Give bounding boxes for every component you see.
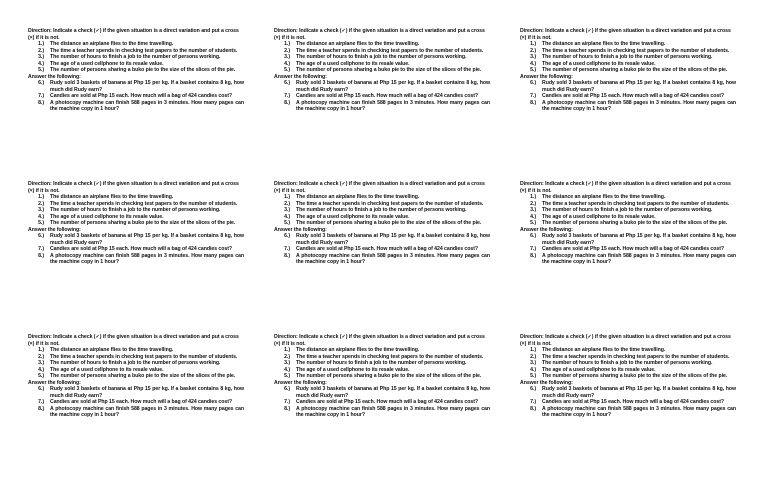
item-text: The distance an airplane flies to the time travelling. [296, 194, 420, 200]
item-number: 6.) [284, 80, 290, 86]
item-number: 4.) [530, 60, 536, 67]
item-text: The age of a used cellphone to its resale value. [50, 366, 164, 373]
item-number: 3.) [38, 360, 44, 366]
item-number: 1.) [284, 41, 290, 47]
direction-text: Indicate a check (✓) if the given situation is a direct variation and put a cross (×) if it is not. [520, 334, 731, 347]
item-text: The distance an airplane flies to the time travelling. [542, 194, 666, 200]
item-number: 4.) [284, 60, 290, 67]
part1-list [28, 347, 244, 380]
item-text: The time a teacher spends in checking test papers to the number of students. [50, 200, 238, 207]
item-text: The number of hours to finish a job to the number of persons working. [50, 360, 221, 366]
part1-list [28, 194, 244, 227]
item-number: 2.) [530, 200, 536, 207]
item-text: The number of persons sharing a buko pie to the size of the slices of the pie. [50, 67, 236, 73]
item-number: 5.) [284, 220, 290, 226]
list-item [28, 253, 244, 266]
item-number: 7.) [530, 93, 536, 99]
part1-list [520, 347, 736, 380]
part2-list [274, 386, 490, 419]
part2-list [520, 80, 736, 113]
item-number: 8.) [38, 252, 44, 259]
item-text: Rudy sold 3 baskets of banana at Php 15 per kg. If a basket contains 8 kg, how much did Rudy earn? [542, 233, 736, 246]
item-number: 6.) [38, 80, 44, 86]
list-item [274, 386, 490, 399]
item-text: The number of persons sharing a buko pie to the size of the slices of the pie. [296, 373, 482, 379]
item-text: Candies are sold at Php 15 each. How much will a bag of 424 candies cost? [542, 93, 725, 99]
item-text: The time a teacher spends in checking test papers to the number of students. [296, 200, 484, 207]
item-text: A photocopy machine can finish 588 pages in 3 minutes. How many pages can the machine copy in 1 hour? [50, 99, 244, 112]
item-number: 4.) [284, 213, 290, 220]
item-number: 2.) [530, 47, 536, 54]
item-text: Candies are sold at Php 15 each. How much will a bag of 424 candies cost? [296, 246, 479, 252]
item-number: 7.) [284, 246, 290, 252]
item-text: The time a teacher spends in checking test papers to the number of students. [542, 200, 730, 207]
item-number: 4.) [38, 60, 44, 67]
item-number: 4.) [38, 366, 44, 373]
item-text: The time a teacher spends in checking test papers to the number of students. [296, 353, 484, 360]
worksheet-block [28, 181, 244, 334]
item-number: 8.) [530, 99, 536, 106]
item-text: Candies are sold at Php 15 each. How much will a bag of 424 candies cost? [50, 93, 233, 99]
list-item [28, 220, 244, 227]
item-number: 6.) [530, 386, 536, 392]
part2-list [28, 233, 244, 266]
item-text: A photocopy machine can finish 588 pages in 3 minutes. How many pages can the machine copy in 1 hour? [296, 405, 490, 418]
list-item [274, 253, 490, 266]
item-text: The number of persons sharing a buko pie to the size of the slices of the pie. [296, 220, 482, 226]
item-number: 1.) [38, 347, 44, 353]
item-number: 5.) [284, 67, 290, 73]
answer-heading: Answer the following: [274, 226, 327, 233]
item-text: A photocopy machine can finish 588 pages in 3 minutes. How many pages can the machine copy in 1 hour? [542, 99, 736, 112]
item-number: 3.) [530, 54, 536, 60]
item-number: 7.) [38, 246, 44, 252]
direction-text: Indicate a check (✓) if the given situation is a direct variation and put a cross (×) if it is not. [274, 181, 485, 194]
item-text: Rudy sold 3 baskets of banana at Php 15 per kg. If a basket contains 8 kg, how much did Rudy earn? [296, 386, 490, 399]
item-text: The age of a used cellphone to its resale value. [296, 213, 410, 220]
worksheet-block [274, 334, 490, 487]
item-text: Rudy sold 3 baskets of banana at Php 15 per kg. If a basket contains 8 kg, how much did Rudy earn? [296, 233, 490, 246]
direction-paragraph [28, 28, 244, 41]
item-number: 3.) [284, 54, 290, 60]
direction-label: Direction: [520, 334, 544, 340]
part1-list [520, 194, 736, 227]
part1-list [28, 41, 244, 74]
direction-paragraph [520, 181, 736, 194]
answer-heading: Answer the following: [274, 379, 327, 386]
list-item [520, 80, 736, 93]
item-number: 1.) [530, 194, 536, 200]
item-text: The distance an airplane flies to the time travelling. [50, 347, 174, 353]
item-text: The time a teacher spends in checking test papers to the number of students. [296, 47, 484, 54]
item-number: 4.) [38, 213, 44, 220]
item-number: 7.) [530, 399, 536, 405]
item-text: Rudy sold 3 baskets of banana at Php 15 per kg. If a basket contains 8 kg, how much did Rudy earn? [50, 386, 244, 399]
worksheet-block [28, 28, 244, 181]
item-number: 6.) [38, 233, 44, 239]
item-number: 5.) [284, 373, 290, 379]
part1-list [274, 41, 490, 74]
item-number: 1.) [38, 41, 44, 47]
direction-paragraph [520, 334, 736, 347]
item-text: The number of persons sharing a buko pie to the size of the slices of the pie. [50, 220, 236, 226]
list-item [274, 406, 490, 419]
item-number: 8.) [284, 252, 290, 259]
item-number: 5.) [530, 220, 536, 226]
item-text: Candies are sold at Php 15 each. How much will a bag of 424 candies cost? [542, 399, 725, 405]
item-text: The number of hours to finish a job to the number of persons working. [542, 360, 713, 366]
answer-heading: Answer the following: [520, 226, 573, 233]
item-number: 2.) [530, 353, 536, 360]
list-item [274, 220, 490, 227]
item-text: Candies are sold at Php 15 each. How much will a bag of 424 candies cost? [50, 399, 233, 405]
item-number: 5.) [530, 67, 536, 73]
direction-text: Indicate a check (✓) if the given situation is a direct variation and put a cross (×) if it is not. [520, 28, 731, 41]
item-text: The number of hours to finish a job to the number of persons working. [542, 207, 713, 213]
item-number: 2.) [284, 353, 290, 360]
item-number: 6.) [284, 386, 290, 392]
item-text: The distance an airplane flies to the time travelling. [50, 194, 174, 200]
list-item [28, 373, 244, 380]
list-item [28, 100, 244, 113]
item-text: The age of a used cellphone to its resale value. [542, 60, 656, 67]
list-item [520, 406, 736, 419]
item-text: The number of hours to finish a job to the number of persons working. [50, 54, 221, 60]
direction-paragraph [28, 181, 244, 194]
direction-paragraph [274, 334, 490, 347]
direction-text: Indicate a check (✓) if the given situation is a direct variation and put a cross (×) if it is not. [274, 334, 485, 347]
answer-heading: Answer the following: [520, 379, 573, 386]
item-number: 8.) [530, 252, 536, 259]
list-item [520, 253, 736, 266]
item-number: 5.) [38, 373, 44, 379]
part2-list [274, 233, 490, 266]
item-number: 2.) [38, 47, 44, 54]
item-text: The age of a used cellphone to its resale value. [296, 366, 410, 373]
item-number: 8.) [284, 99, 290, 106]
direction-text: Indicate a check (✓) if the given situation is a direct variation and put a cross (×) if it is not. [28, 181, 239, 194]
item-text: Rudy sold 3 baskets of banana at Php 15 per kg. If a basket contains 8 kg, how much did Rudy earn? [50, 80, 244, 93]
item-number: 5.) [38, 220, 44, 226]
item-text: Candies are sold at Php 15 each. How much will a bag of 424 candies cost? [50, 246, 233, 252]
item-text: The time a teacher spends in checking test papers to the number of students. [542, 353, 730, 360]
item-text: The number of hours to finish a job to the number of persons working. [296, 360, 467, 366]
item-text: The number of persons sharing a buko pie to the size of the slices of the pie. [542, 220, 728, 226]
item-text: The time a teacher spends in checking test papers to the number of students. [50, 353, 238, 360]
part2-list [28, 80, 244, 113]
item-number: 8.) [38, 99, 44, 106]
item-text: The age of a used cellphone to its resale value. [50, 213, 164, 220]
item-number: 8.) [38, 405, 44, 412]
item-number: 3.) [284, 360, 290, 366]
item-number: 7.) [38, 93, 44, 99]
item-text: A photocopy machine can finish 588 pages in 3 minutes. How many pages can the machine copy in 1 hour? [50, 252, 244, 265]
item-text: A photocopy machine can finish 588 pages in 3 minutes. How many pages can the machine copy in 1 hour? [50, 405, 244, 418]
direction-paragraph [274, 181, 490, 194]
item-number: 8.) [530, 405, 536, 412]
item-text: A photocopy machine can finish 588 pages in 3 minutes. How many pages can the machine copy in 1 hour? [296, 252, 490, 265]
item-number: 7.) [38, 399, 44, 405]
direction-text: Indicate a check (✓) if the given situation is a direct variation and put a cross (×) if it is not. [274, 28, 485, 41]
list-item [274, 100, 490, 113]
item-text: The number of hours to finish a job to the number of persons working. [296, 207, 467, 213]
item-text: The distance an airplane flies to the time travelling. [50, 41, 174, 47]
item-number: 4.) [284, 366, 290, 373]
answer-heading: Answer the following: [520, 73, 573, 80]
direction-label: Direction: [520, 28, 544, 34]
item-text: Rudy sold 3 baskets of banana at Php 15 per kg. If a basket contains 8 kg, how much did Rudy earn? [50, 233, 244, 246]
list-item [520, 373, 736, 380]
item-text: The distance an airplane flies to the time travelling. [296, 41, 420, 47]
direction-text: Indicate a check (✓) if the given situation is a direct variation and put a cross (×) if it is not. [28, 334, 239, 347]
list-item [28, 67, 244, 74]
worksheet-block [28, 334, 244, 487]
item-text: The number of hours to finish a job to the number of persons working. [50, 207, 221, 213]
item-number: 7.) [284, 399, 290, 405]
answer-heading: Answer the following: [28, 73, 81, 80]
list-item [28, 386, 244, 399]
item-text: Rudy sold 3 baskets of banana at Php 15 per kg. If a basket contains 8 kg, how much did Rudy earn? [542, 386, 736, 399]
item-text: The distance an airplane flies to the time travelling. [296, 347, 420, 353]
part2-list [274, 80, 490, 113]
worksheet-block [274, 181, 490, 334]
part2-list [520, 386, 736, 419]
item-number: 3.) [530, 360, 536, 366]
item-number: 3.) [284, 207, 290, 213]
item-text: The number of persons sharing a buko pie to the size of the slices of the pie. [542, 373, 728, 379]
answer-heading: Answer the following: [28, 226, 81, 233]
item-text: A photocopy machine can finish 588 pages in 3 minutes. How many pages can the machine copy in 1 hour? [296, 99, 490, 112]
item-number: 1.) [530, 41, 536, 47]
item-number: 5.) [530, 373, 536, 379]
item-text: The distance an airplane flies to the time travelling. [542, 347, 666, 353]
item-text: The number of persons sharing a buko pie to the size of the slices of the pie. [542, 67, 728, 73]
item-text: A photocopy machine can finish 588 pages in 3 minutes. How many pages can the machine copy in 1 hour? [542, 405, 736, 418]
item-text: The distance an airplane flies to the time travelling. [542, 41, 666, 47]
item-text: Candies are sold at Php 15 each. How much will a bag of 424 candies cost? [296, 93, 479, 99]
item-text: The time a teacher spends in checking test papers to the number of students. [542, 47, 730, 54]
item-number: 8.) [284, 405, 290, 412]
item-text: Rudy sold 3 baskets of banana at Php 15 per kg. If a basket contains 8 kg, how much did Rudy earn? [542, 80, 736, 93]
item-number: 4.) [530, 366, 536, 373]
answer-heading: Answer the following: [274, 73, 327, 80]
part1-list [274, 194, 490, 227]
worksheet-block [520, 28, 736, 181]
item-number: 1.) [530, 347, 536, 353]
list-item [28, 406, 244, 419]
item-number: 3.) [38, 54, 44, 60]
direction-label: Direction: [274, 28, 298, 34]
item-number: 5.) [38, 67, 44, 73]
item-text: The age of a used cellphone to its resale value. [542, 366, 656, 373]
direction-text: Indicate a check (✓) if the given situation is a direct variation and put a cross (×) if it is not. [28, 28, 239, 41]
list-item [520, 67, 736, 74]
list-item [28, 233, 244, 246]
item-number: 4.) [530, 213, 536, 220]
part1-list [520, 41, 736, 74]
item-number: 2.) [284, 47, 290, 54]
list-item [520, 220, 736, 227]
list-item [274, 67, 490, 74]
item-number: 2.) [284, 200, 290, 207]
worksheet-block [520, 334, 736, 487]
item-number: 6.) [530, 80, 536, 86]
item-number: 1.) [284, 347, 290, 353]
direction-paragraph [274, 28, 490, 41]
list-item [274, 233, 490, 246]
item-number: 3.) [38, 207, 44, 213]
item-text: The number of hours to finish a job to the number of persons working. [296, 54, 467, 60]
item-number: 1.) [38, 194, 44, 200]
worksheet-block [520, 181, 736, 334]
list-item [274, 80, 490, 93]
item-number: 6.) [38, 386, 44, 392]
item-number: 3.) [530, 207, 536, 213]
list-item [520, 386, 736, 399]
list-item [28, 80, 244, 93]
list-item [274, 373, 490, 380]
item-text: The time a teacher spends in checking test papers to the number of students. [50, 47, 238, 54]
item-text: The age of a used cellphone to its resale value. [296, 60, 410, 67]
part2-list [28, 386, 244, 419]
direction-label: Direction: [520, 181, 544, 187]
part1-list [274, 347, 490, 380]
direction-paragraph [28, 334, 244, 347]
item-text: The number of persons sharing a buko pie to the size of the slices of the pie. [50, 373, 236, 379]
direction-label: Direction: [274, 334, 298, 340]
item-text: Candies are sold at Php 15 each. How much will a bag of 424 candies cost? [296, 399, 479, 405]
item-number: 6.) [530, 233, 536, 239]
item-text: The number of hours to finish a job to the number of persons working. [542, 54, 713, 60]
direction-label: Direction: [28, 334, 52, 340]
item-number: 2.) [38, 353, 44, 360]
direction-label: Direction: [28, 28, 52, 34]
item-number: 1.) [284, 194, 290, 200]
direction-label: Direction: [28, 181, 52, 187]
list-item [520, 100, 736, 113]
direction-text: Indicate a check (✓) if the given situation is a direct variation and put a cross (×) if it is not. [520, 181, 731, 194]
item-text: Candies are sold at Php 15 each. How much will a bag of 424 candies cost? [542, 246, 725, 252]
worksheet-block [274, 28, 490, 181]
item-number: 7.) [284, 93, 290, 99]
item-number: 7.) [530, 246, 536, 252]
item-text: Rudy sold 3 baskets of banana at Php 15 per kg. If a basket contains 8 kg, how much did Rudy earn? [296, 80, 490, 93]
list-item [520, 233, 736, 246]
direction-paragraph [520, 28, 736, 41]
direction-label: Direction: [274, 181, 298, 187]
item-text: A photocopy machine can finish 588 pages in 3 minutes. How many pages can the machine copy in 1 hour? [542, 252, 736, 265]
item-text: The number of persons sharing a buko pie to the size of the slices of the pie. [296, 67, 482, 73]
answer-heading: Answer the following: [28, 379, 81, 386]
item-text: The age of a used cellphone to its resale value. [50, 60, 164, 67]
item-text: The age of a used cellphone to its resale value. [542, 213, 656, 220]
part2-list [520, 233, 736, 266]
item-number: 2.) [38, 200, 44, 207]
item-number: 6.) [284, 233, 290, 239]
